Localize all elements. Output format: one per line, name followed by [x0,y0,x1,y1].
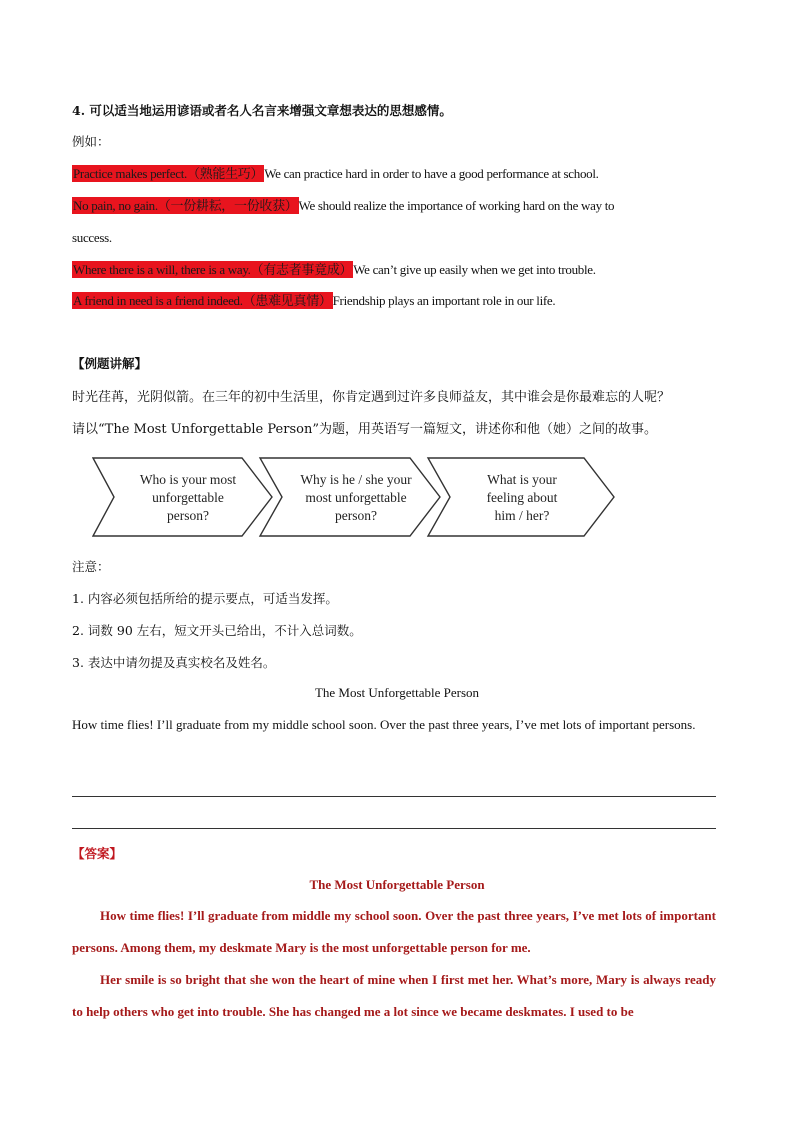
note-item: 2. 词数 90 左右，短文开头已给出，不计入总词数。 [72,623,362,638]
flow-text: Who is your most [139,472,237,487]
flow-text: What is your [487,472,557,487]
proverb-row [72,293,555,309]
note-item: 1. 内容必须包括所给的提示要点，可适当发挥。 [72,591,338,606]
proverb-row [72,198,722,214]
answer-heading: 【答案】 [72,846,123,861]
answer-title: The Most Unforgettable Person [309,877,485,892]
task-prompt-line: 请以“The Most Unforgettable Person”为题，用英语写一篇短文，讲述你和他（她）之间的故事。 [72,422,657,437]
flow-text: Why is he / she your [300,472,412,487]
flow-text: him / her? [494,508,550,523]
proverb-row [72,166,599,182]
essay-title: The Most Unforgettable Person [314,685,480,700]
proverb-row [72,262,596,278]
answer-paragraph: How time flies! I’ll graduate from middle my school soon. Over the past three years, I’ve met lots of important persons. Among them, my deskmate Mary is the most unforgettable person for me. [72,908,716,955]
tip-heading: 4. 可以适当地运用谚语或者名人名言来增强文章想表达的思想感情。 [72,103,452,118]
task-prompt-line: 时光荏苒，光阴似箭。在三年的初中生活里，你肯定遇到过许多良师益友，其中谁会是你最难忘的人呢？ [72,390,671,405]
example-label: 例如： [72,134,110,149]
example-section-heading: 【例题讲解】 [72,356,148,371]
notes-label: 注意： [72,559,110,574]
flow-text: person? [167,508,209,523]
proverb-sentence: Friendship plays an important role in our life. [332,293,556,308]
flow-text: most unforgettable [305,490,407,505]
flow-text: feeling about [486,490,558,505]
note-item: 3. 表达中请勿提及真实校名及姓名。 [72,655,276,670]
answer-line [72,796,716,797]
answer-line [72,828,716,829]
essay-opening: How time flies! I’ll graduate from my middle school soon. Over the past three years, I’ve met lots of important persons. [72,717,696,732]
proverb-continuation: success. [72,230,112,245]
proverb-sentence: We can practice hard in order to have a good performance at school. [264,166,599,181]
flow-text: person? [335,508,377,523]
proverb-highlight: Where there is a will, there is a way.（有志者事竟成） [73,262,353,277]
flow-text: unforgettable [152,490,224,505]
proverb-highlight: A friend in need is a friend indeed.（患难见真情） [73,293,332,308]
proverb-highlight: No pain, no gain.（一份耕耘，一份收获） [73,198,298,213]
proverb-highlight: Practice makes perfect.（熟能生巧） [73,166,264,181]
answer-paragraph: Her smile is so bright that she won the heart of mine when I first met her. What’s more, Mary is always ready to help others who get into trouble. She has changed me a lot since we became deskmates. I used to be [72,972,716,1019]
proverb-sentence: We can’t give up easily when we get into trouble. [353,262,596,277]
prompt-flow-diagram [92,456,616,538]
proverb-sentence: We should realize the importance of working hard on the way to [298,198,615,213]
